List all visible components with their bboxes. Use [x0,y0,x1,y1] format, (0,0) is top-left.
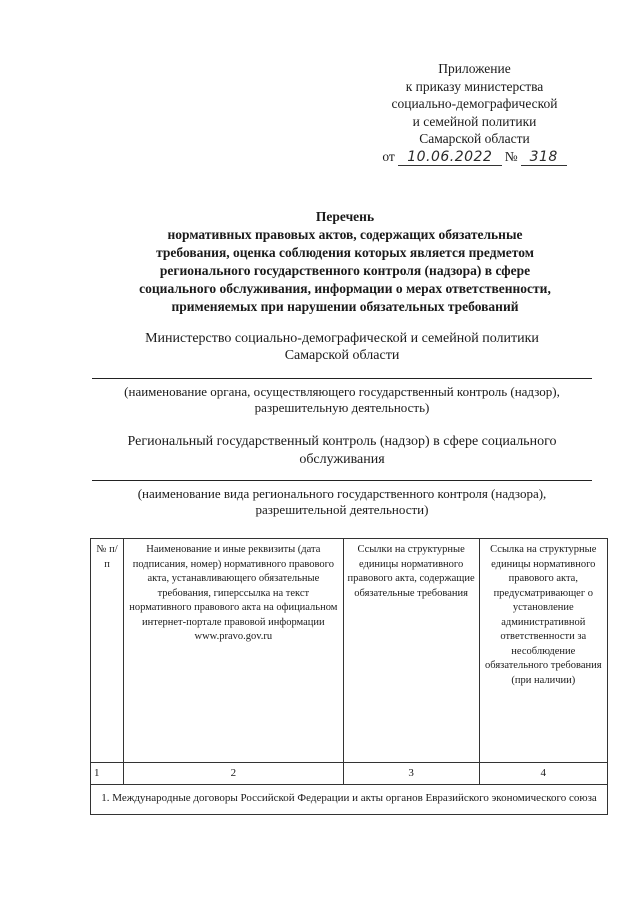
title-line: требования, оценка соблюдения которых является предметом [156,245,534,260]
control-line: Региональный государственный контроль (надзор) в сфере социального [127,434,557,449]
caption-line: (наименование органа, осуществляющего государственный контроль (надзор), [124,384,560,399]
column-number: 2 [124,763,344,785]
table-header-row [91,539,608,763]
control-line: обслуживания [299,452,385,467]
appendix-line: Самарской области [419,131,530,146]
handwritten-number: 318 [521,150,567,166]
organ-line: Министерство социально-демографической и семейной политики [145,331,539,346]
organ-underline [92,378,592,379]
caption-line: разрешительной деятельности) [255,502,429,517]
document-title [95,208,595,316]
column-number: 1 [91,763,124,785]
order-date-number [372,148,577,166]
organ-caption [92,384,592,416]
title-line: регионального государственного контроля (надзора) в сфере [159,263,531,278]
from-label: от [382,148,395,164]
caption-line: (наименование вида регионального государственного контроля (надзора), [137,486,547,501]
organ-name [92,330,592,364]
column-number: 3 [343,763,479,785]
appendix-line: и семейной политики [412,113,537,129]
appendix-line: к приказу министерства [405,78,544,94]
header-structural-units: Ссылки на структурные единицы нормативного правового акта, содержащие обязательные требования [343,539,479,763]
title-line: нормативных правовых актов, содержащих обязательные [167,227,523,242]
appendix-line: социально-демографической [391,96,558,111]
section-row [91,784,608,814]
title-line: Перечень [315,209,375,224]
column-number: 4 [479,763,607,785]
column-number-row [91,763,608,785]
header-number: № п/п [91,539,124,763]
section-title: 1. Международные договоры Российской Федерации и акты органов Евразийского экономического союза [91,784,608,814]
caption-line: разрешительную деятельность) [254,400,430,415]
title-line: применяемых при нарушении обязательных требований [171,299,519,314]
number-label: № [504,148,518,164]
control-underline [92,480,592,481]
requirements-table [90,538,608,815]
control-type [92,433,592,469]
handwritten-date: 10.06.2022 [398,150,502,166]
organ-line: Самарской области [284,348,400,363]
header-act-name: Наименование и иные реквизиты (дата подписания, номер) нормативного правового акта, устанавливающего обязательные требования, гиперссылка на текст нормативного правового акта на официальном интернет-портале правовой информации www.pravo.gov.ru [124,539,344,763]
title-line: социального обслуживания, информации о мерах ответственности, [139,281,551,296]
header-liability-link: Ссылка на структурные единицы нормативного правового акта, предусматривающег о установление административной ответственности за несоблюдение обязательного требования (при наличии) [479,539,607,763]
appendix-title: Приложение [438,61,511,76]
control-caption [92,486,592,518]
appendix-header [372,60,577,166]
